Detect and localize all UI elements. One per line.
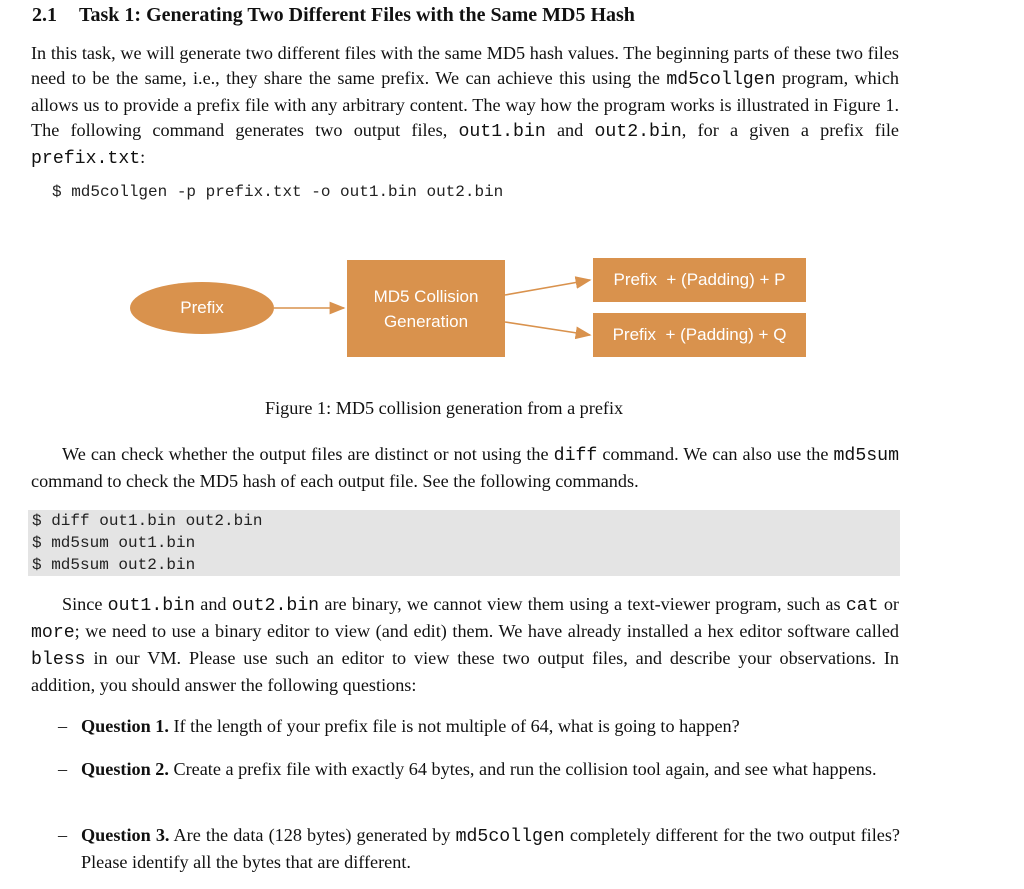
section-title: Task 1: Generating Two Different Files with the Same MD5 Hash	[79, 4, 635, 26]
text: :	[140, 147, 146, 167]
list-dash: –	[58, 825, 68, 845]
arrow-to-output-p	[505, 280, 590, 295]
question-text: If the length of your prefix file is not multiple of 64, what is going to happen?	[168, 716, 740, 736]
text: command to check the MD5 hash of each output file. See the following commands.	[31, 471, 639, 491]
inline-code: diff	[553, 446, 598, 466]
text: Since	[62, 594, 108, 614]
inline-code: out2.bin	[231, 596, 320, 616]
inline-code: out1.bin	[107, 596, 195, 616]
figure-caption: Figure 1: MD5 collision generation from a prefix	[265, 398, 624, 418]
arrow-to-output-q	[505, 322, 590, 335]
binary-editor-paragraph	[31, 592, 899, 698]
question-label: Question 2.	[81, 759, 169, 779]
section-heading	[32, 4, 635, 27]
code-line: $ md5sum out1.bin	[32, 534, 196, 552]
section-number: 2.1	[32, 4, 57, 26]
question-text: Are the data (128 bytes) generated by	[169, 825, 456, 845]
text: ; we need to use a binary editor to view (and edit) them. We have already installed a hex editor software called	[74, 621, 899, 641]
question-text: completely different for the two output files? Please identify all the bytes that are different.	[81, 825, 900, 872]
code-line: $ diff out1.bin out2.bin	[32, 512, 263, 530]
question-item	[58, 823, 900, 875]
md5-collision-generation-node	[347, 260, 505, 357]
inline-code: md5sum	[833, 446, 900, 466]
inline-code: md5collgen	[455, 827, 565, 847]
inline-code: md5collgen	[666, 70, 776, 90]
code-block	[28, 510, 900, 576]
intro-paragraph	[31, 41, 899, 172]
text: or	[878, 594, 899, 614]
text: In this task, we will generate two different files with the same MD5 hash values. The beginning parts of these two files need to be the same, i.e., they share the same prefix. We can achieve this using the	[31, 43, 899, 88]
text: , for a given a prefix file	[681, 120, 900, 140]
question-label: Question 3.	[81, 825, 170, 845]
output-q-node: Prefix + (Padding) + Q	[593, 313, 806, 357]
text: and	[195, 594, 232, 614]
figure-1	[0, 240, 1024, 380]
inline-code: out2.bin	[594, 122, 682, 142]
text: We can check whether the output files are distinct or not using the	[62, 444, 554, 464]
question-label: Question 1.	[81, 716, 169, 736]
prefix-node: Prefix	[130, 282, 274, 334]
question-item	[58, 757, 900, 782]
list-dash: –	[58, 759, 68, 779]
output-p-node: Prefix + (Padding) + P	[593, 258, 806, 302]
inline-code: cat	[845, 596, 879, 616]
inline-code: bless	[31, 650, 86, 670]
question-item	[58, 714, 900, 739]
inline-code: prefix.txt	[31, 149, 141, 169]
list-dash: –	[58, 716, 68, 736]
inline-code: out1.bin	[458, 122, 546, 142]
text: and	[545, 120, 595, 140]
text: are binary, we cannot view them using a text-viewer program, such as	[319, 594, 846, 614]
text: program, which allows us to provide a prefix file with any arbitrary content. The way how the program works is illustrated in Figure 1. The following command generates two output files,	[31, 68, 899, 140]
text: in our VM. Please use such an editor to view these two output files, and describe your observations. In addition, you should answer the following questions:	[31, 648, 899, 695]
diff-paragraph	[31, 442, 899, 494]
command-example: $ md5collgen -p prefix.txt -o out1.bin out2.bin	[52, 183, 504, 201]
inline-code: more	[31, 623, 75, 643]
question-text: Create a prefix file with exactly 64 bytes, and run the collision tool again, and see what happens.	[168, 759, 877, 779]
node-label-line1: MD5 Collision	[373, 286, 479, 306]
code-line: $ md5sum out2.bin	[32, 556, 196, 574]
text: command. We can also use the	[597, 444, 834, 464]
node-label-line2: Generation	[383, 311, 469, 331]
